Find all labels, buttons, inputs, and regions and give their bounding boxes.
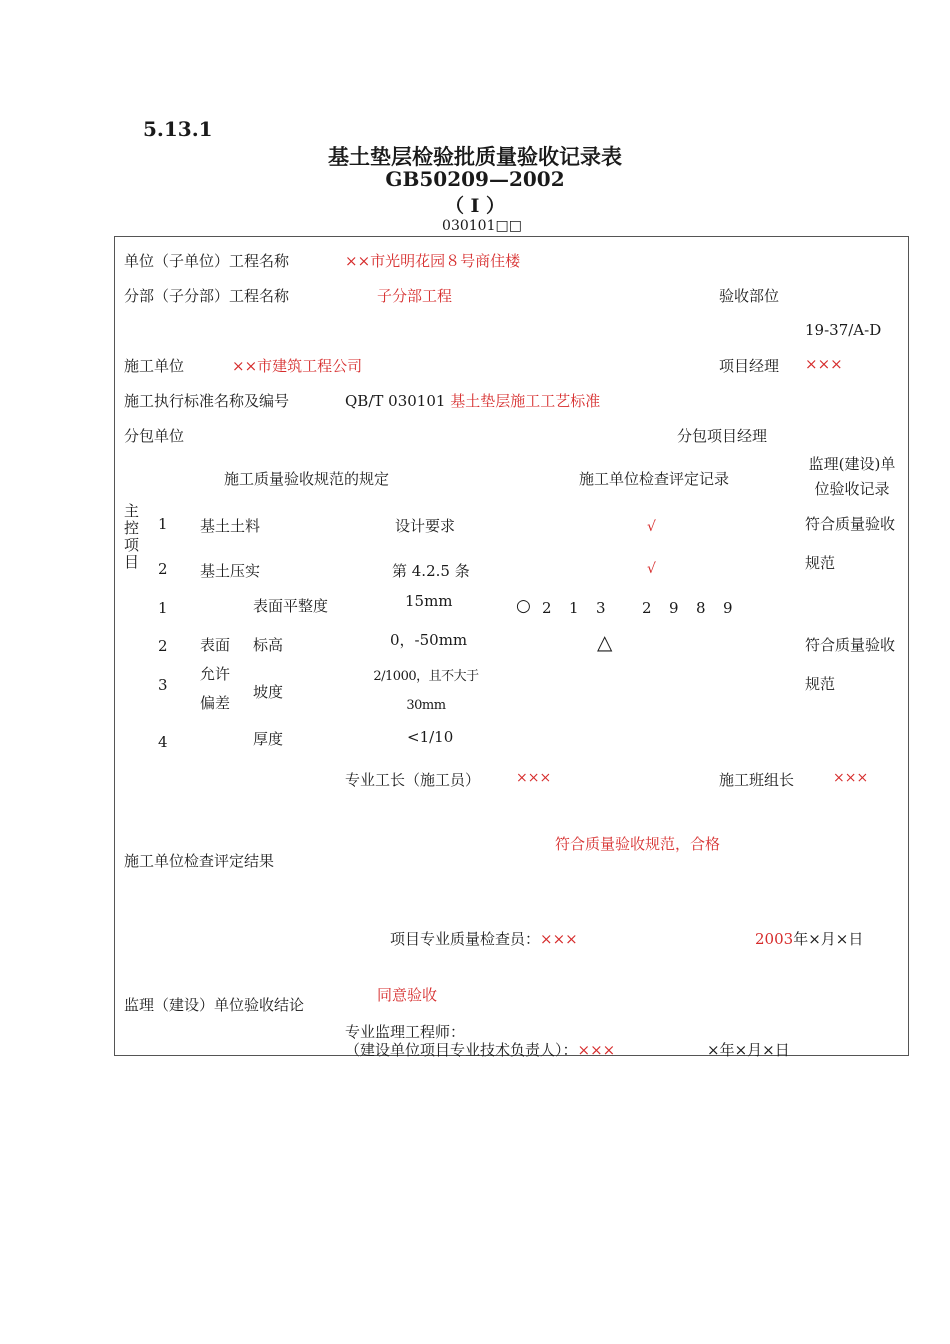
- subcontractor-pm-label: 分包项目经理: [677, 427, 768, 445]
- foreman-label: 专业工长（施工员）: [345, 771, 481, 789]
- measurement-value: 8: [696, 599, 706, 617]
- general-item-4-no: 4: [158, 733, 168, 751]
- general-item-1-name: 表面平整度: [253, 597, 329, 615]
- measure-circle-symbol: ○: [516, 596, 531, 616]
- main-item-1-check: √: [647, 519, 656, 535]
- supervising-engineer-value: ×××: [577, 1041, 616, 1059]
- inspection-date-year: 2003: [755, 930, 794, 948]
- column-spec-header: 施工质量验收规范的规定: [224, 470, 390, 488]
- project-manager-label: 项目经理: [719, 357, 780, 375]
- inspection-date-rest: 年×月×日: [793, 930, 864, 948]
- supervising-date: ×年×月×日: [707, 1041, 790, 1059]
- foreman-value: ×××: [516, 770, 552, 786]
- main-control-group-label: 主控项目: [124, 502, 140, 571]
- general-conclusion: 符合质量验收规范: [805, 636, 896, 693]
- general-item-2-no: 2: [158, 637, 168, 655]
- tolerance-group-label: 表面允许偏差: [200, 636, 231, 712]
- main-item-2-name: 基土压实: [200, 562, 261, 580]
- main-item-1-name: 基土土料: [200, 517, 261, 535]
- part-number: （ I ）: [444, 195, 506, 217]
- standard-name-text: 基土垫层施工工艺标准: [450, 392, 601, 410]
- team-leader-value: ×××: [833, 770, 869, 786]
- main-conclusion: 符合质量验收规范: [805, 515, 896, 572]
- construction-tech-lead-text: （建设单位项目专业技术负责人）：: [345, 1041, 578, 1059]
- general-item-4-requirement: <1/10: [407, 728, 454, 746]
- main-item-2-no: 2: [158, 560, 168, 578]
- subdivision-value: 子分部工程: [377, 287, 453, 305]
- inspection-result-label: 施工单位检查评定结果: [124, 852, 275, 870]
- column-record-header: 施工单位检查评定记录: [579, 470, 730, 488]
- measurement-value: 2: [542, 599, 552, 617]
- quality-inspector-label-text: 项目专业质量检查员：: [390, 930, 541, 948]
- constructor-value: ××市建筑工程公司: [232, 357, 363, 375]
- construction-tech-lead-label: [345, 1039, 615, 1060]
- general-item-2-name: 标高: [253, 636, 284, 654]
- general-item-2-requirement: 0，-50mm: [390, 631, 468, 649]
- general-item-1-no: 1: [158, 599, 168, 617]
- general-item-3-no: 3: [158, 676, 168, 694]
- document-title: 基土垫层检验批质量验收记录表: [328, 144, 622, 169]
- constructor-label: 施工单位: [124, 357, 185, 375]
- acceptance-conclusion-label: 监理（建设）单位验收结论: [124, 996, 305, 1014]
- measurement-value: 9: [669, 599, 679, 617]
- measurement-value: 1: [569, 599, 579, 617]
- unit-project-label: 单位（子单位）工程名称: [124, 252, 290, 270]
- standard-code: [345, 390, 600, 411]
- standard-code-text: QB/T 030101: [345, 392, 446, 410]
- subdivision-label: 分部（子分部）工程名称: [124, 287, 290, 305]
- general-item-3-name: 坡度: [253, 683, 284, 701]
- inspection-result-value: 符合质量验收规范，合格: [555, 835, 721, 853]
- main-item-1-no: 1: [158, 515, 168, 533]
- section-number: 5.13.1: [143, 117, 213, 141]
- inspection-date: [755, 928, 863, 949]
- triangle-symbol: △: [597, 630, 613, 654]
- general-item-4-name: 厚度: [253, 730, 284, 748]
- measurement-value: 2: [642, 599, 652, 617]
- project-manager-value: ×××: [805, 355, 843, 373]
- measurement-value: 9: [723, 599, 733, 617]
- supervising-engineer-label: 专业监理工程师：: [345, 1023, 466, 1041]
- acceptance-part-value: 19-37/A-D: [805, 321, 882, 339]
- form-code: 030101□□: [442, 218, 522, 234]
- main-item-2-check: √: [647, 561, 656, 577]
- quality-inspector-label: [390, 928, 578, 949]
- column-supervisor-header: 监理(建设)单位验收记录: [808, 455, 896, 498]
- measurement-value: 3: [596, 599, 606, 617]
- team-leader-label: 施工班组长: [719, 771, 795, 789]
- standard-number: GB50209—2002: [385, 167, 565, 191]
- acceptance-conclusion-value: 同意验收: [377, 986, 438, 1004]
- general-item-1-requirement: 15mm: [405, 592, 453, 610]
- main-item-2-requirement: 第 4.2.5 条: [392, 562, 470, 580]
- acceptance-part-label: 验收部位: [719, 287, 780, 305]
- main-item-1-requirement: 设计要求: [395, 517, 456, 535]
- general-item-3-requirement: 2/1000，且不大于30mm: [373, 669, 479, 713]
- quality-inspector-value: ×××: [540, 930, 578, 948]
- unit-project-value: ××市光明花园８号商住楼: [345, 252, 521, 270]
- subcontractor-label: 分包单位: [124, 427, 185, 445]
- standard-label: 施工执行标准名称及编号: [124, 392, 290, 410]
